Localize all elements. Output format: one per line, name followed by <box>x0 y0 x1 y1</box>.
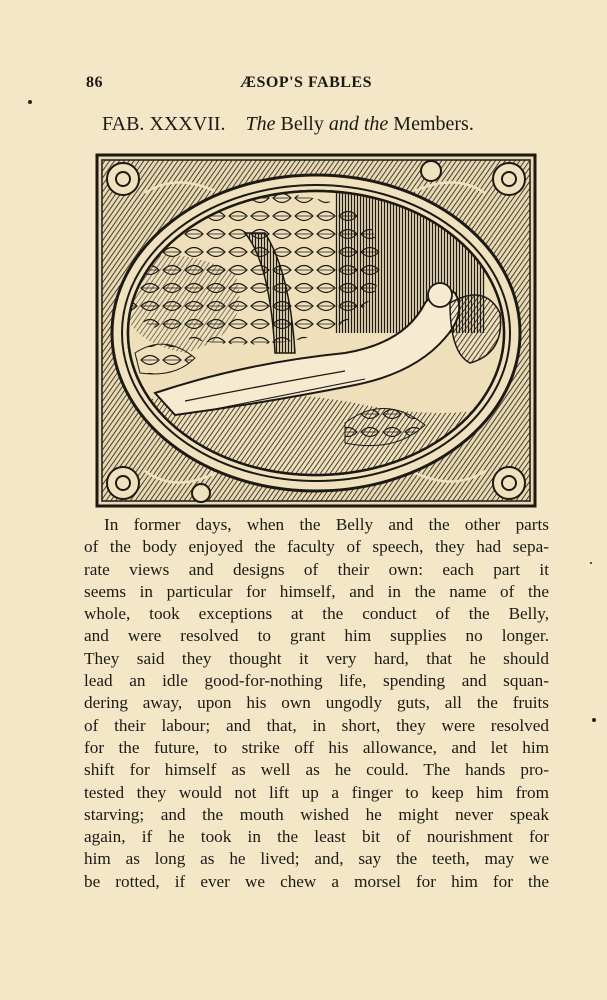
body-line: shift for himself as well as he could. The hands pro- <box>84 760 549 780</box>
running-head <box>86 74 526 98</box>
body-line: starving; and the mouth wished he might never speak <box>84 804 549 824</box>
body-line: for the future, to strike off his allowance, and let him <box>84 737 549 757</box>
body-line: rate views and designs of their own: each part it <box>84 559 549 579</box>
fable-title-and-the: and the <box>328 113 389 135</box>
fable-number: FAB. XXXVII. <box>102 113 226 135</box>
fable-title-belly: Belly <box>280 113 324 135</box>
ink-speck <box>590 562 592 564</box>
body-line: dering away, upon his own ungodly guts, all the fruits <box>84 693 549 713</box>
body-line: They said they thought it very hard, that he should <box>84 648 549 668</box>
body-line: seems in particular for himself, and in the name of the <box>84 581 549 601</box>
fable-title-the: The <box>245 113 276 135</box>
woodcut-illustration <box>95 153 537 508</box>
fable-heading <box>102 113 532 141</box>
body-line: again, if he took in the least bit of nourishment for <box>84 827 549 847</box>
body-line: whole, took exceptions at the conduct of the Belly, <box>84 604 549 624</box>
fable-body <box>84 514 549 893</box>
body-line: him as long as he lived; and, say the teeth, may we <box>84 849 549 869</box>
body-line: tested they would not lift up a finger to keep him from <box>84 782 549 802</box>
body-line: of their labour; and that, in short, they were resolved <box>84 715 549 735</box>
running-title: ÆSOP'S FABLES <box>239 74 372 91</box>
body-line: lead an idle good-for-nothing life, spending and squan- <box>84 671 549 691</box>
body-line: In former days, when the Belly and the other parts <box>104 515 549 534</box>
page-number: 86 <box>86 74 103 91</box>
woodcut-sleeping-man-icon <box>95 153 537 508</box>
body-line: be rotted, if ever we chew a morsel for him for the <box>84 871 549 891</box>
fable-title-members: Members. <box>393 113 474 135</box>
ink-speck <box>28 100 32 104</box>
ink-speck <box>592 718 596 722</box>
body-line: of the body enjoyed the faculty of speech, they had sepa- <box>84 537 549 557</box>
body-line: and were resolved to grant him supplies no longer. <box>84 626 549 646</box>
